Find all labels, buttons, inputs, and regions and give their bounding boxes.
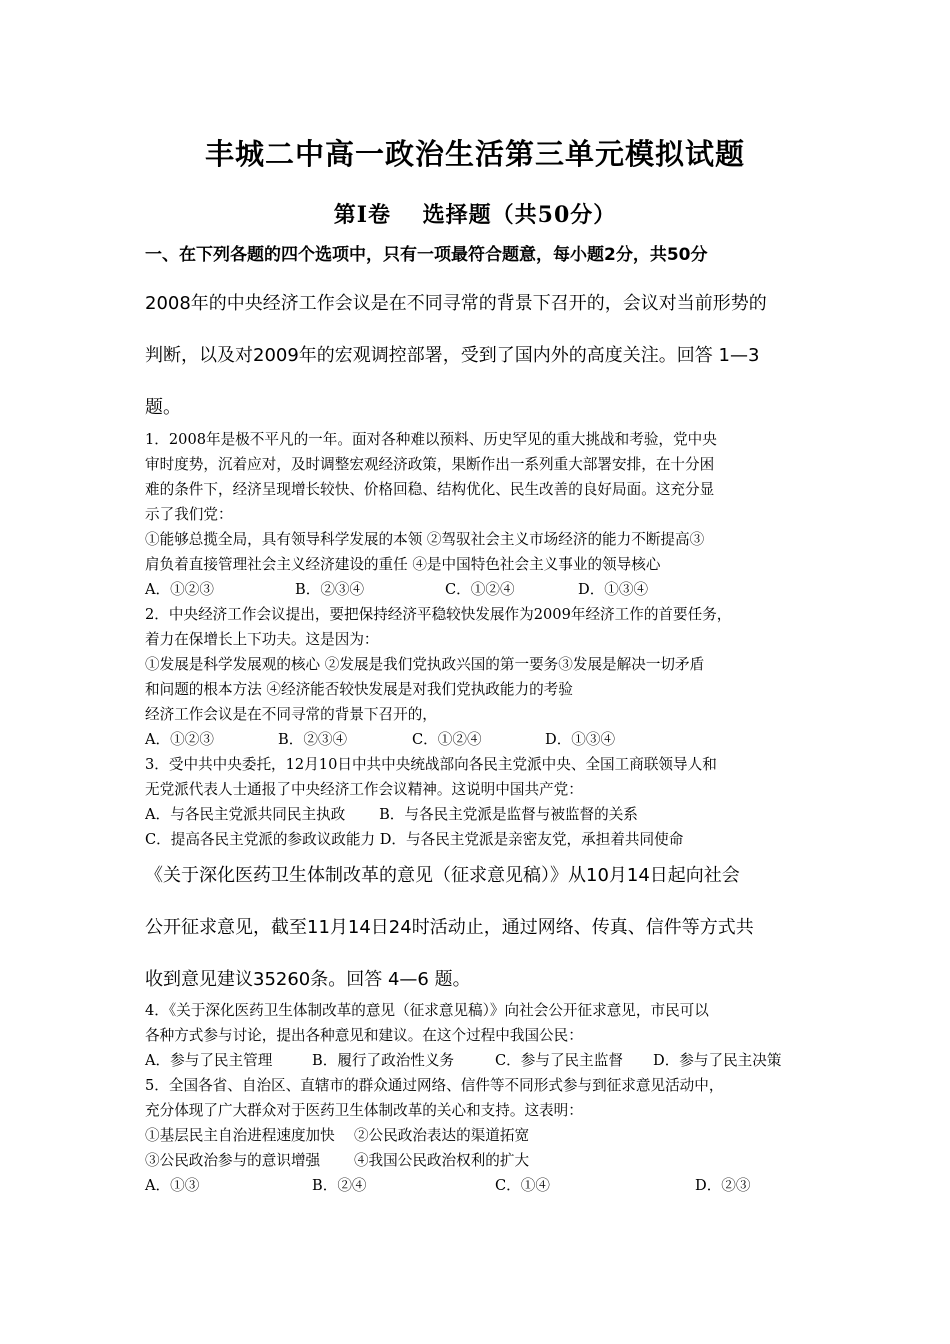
passage-line: 公开征求意见，截至11月14日24时活动止，通过网络、传真、信件等方式共	[145, 917, 754, 938]
option-b: B．②③④	[295, 581, 365, 598]
section-title: 第Ⅰ卷 选择题（共50分）	[333, 202, 617, 228]
page-title: 丰城二中高一政治生活第三单元模拟试题	[204, 137, 745, 171]
question-block-1-3	[145, 427, 815, 852]
option-c: C．①②④	[445, 581, 515, 598]
question-4-options	[145, 1048, 815, 1073]
option-b: B．履行了政治性义务	[312, 1052, 455, 1069]
option-d: D．①③④	[545, 731, 616, 748]
passage-line: 题。	[145, 397, 181, 418]
option-d: D．②③	[695, 1177, 751, 1194]
option-c: C．①④	[495, 1177, 550, 1194]
question-1-stem: 难的条件下，经济呈现增长较快、价格回稳、结构优化、民生改善的良好局面。这充分显	[145, 481, 715, 498]
question-block-4-5	[145, 998, 815, 1198]
passage-line: 2008年的中央经济工作会议是在不同寻常的背景下召开的，会议对当前形势的	[145, 293, 767, 314]
question-3-options: A．与各民主党派共同民主执政 B．与各民主党派是监督与被监督的关系	[145, 806, 638, 823]
question-5-options	[145, 1173, 815, 1198]
question-1-stem: 1．2008年是极不平凡的一年。面对各种难以预料、历史罕见的重大挑战和考验，党中央	[145, 431, 717, 448]
question-4-stem: 4．《关于深化医药卫生体制改革的意见（征求意见稿）》向社会公开征求意见，市民可以	[145, 1002, 709, 1019]
option-c: C．参与了民主监督	[495, 1052, 623, 1069]
question-1-item: ①能够总揽全局，具有领导科学发展的本领 ②驾驭社会主义市场经济的能力不断提高③	[145, 531, 705, 548]
question-3-options: C．提高各民主党派的参政议政能力 D．与各民主党派是亲密友党，承担着共同使命	[145, 831, 684, 848]
passage-2	[145, 850, 815, 1006]
option-a: A．参与了民主管理	[145, 1052, 273, 1069]
question-1-options	[145, 577, 815, 602]
option-c: C．①②④	[412, 731, 482, 748]
option-a: A．①②③	[145, 731, 214, 748]
question-2-options	[145, 727, 815, 752]
question-1-item: 肩负着直接管理社会主义经济建设的重任 ④是中国特色社会主义事业的领导核心	[145, 556, 661, 573]
question-2-item: 和问题的根本方法 ④经济能否较快发展是对我们党执政能力的考验	[145, 681, 573, 698]
option-d: D．①③④	[578, 581, 649, 598]
option-b: B．②③④	[278, 731, 348, 748]
question-1-stem: 审时度势，沉着应对，及时调整宏观经济政策，果断作出一系列重大部署安排，在十分困	[145, 456, 715, 473]
passage-line: 收到意见建议35260条。回答 4—6 题。	[145, 969, 471, 990]
question-1-stem: 示了我们党：	[145, 506, 233, 523]
section-instruction: 一、在下列各题的四个选项中，只有一项最符合题意，每小题2分，共50分	[145, 245, 708, 265]
passage-line: 判断，以及对2009年的宏观调控部署，受到了国内外的高度关注。回答 1—3	[145, 345, 760, 366]
question-4-stem: 各种方式参与讨论，提出各种意见和建议。在这个过程中我国公民：	[145, 1027, 583, 1044]
passage-line: 《关于深化医药卫生体制改革的意见（征求意见稿）》从10月14日起向社会	[145, 865, 740, 886]
passage-1	[145, 278, 815, 434]
question-3-stem: 3．受中共中央委托，12月10日中共中央统战部向各民主党派中央、全国工商联领导人和	[145, 756, 717, 773]
question-5-item: ①基层民主自治进程速度加快 ②公民政治表达的渠道拓宽	[145, 1127, 530, 1144]
question-5-stem: 充分体现了广大群众对于医药卫生体制改革的关心和支持。这表明：	[145, 1102, 583, 1119]
question-2-item: 经济工作会议是在不同寻常的背景下召开的，	[145, 706, 437, 723]
question-3-stem: 无党派代表人士通报了中央经济工作会议精神。这说明中国共产党：	[145, 781, 583, 798]
question-2-stem: 2．中央经济工作会议提出，要把保持经济平稳较快发展作为2009年经济工作的首要任务，	[145, 606, 732, 623]
question-2-item: ①发展是科学发展观的核心 ②发展是我们党执政兴国的第一要务③发展是解决一切矛盾	[145, 656, 705, 673]
option-a: A．①③	[145, 1177, 200, 1194]
question-2-stem: 着力在保增长上下功夫。这是因为：	[145, 631, 379, 648]
option-a: A．①②③	[145, 581, 214, 598]
option-d: D．参与了民主决策	[653, 1052, 782, 1069]
option-b: B．②④	[312, 1177, 367, 1194]
question-5-stem: 5．全国各省、自治区、直辖市的群众通过网络、信件等不同形式参与到征求意见活动中，	[145, 1077, 724, 1094]
question-5-item: ③公民政治参与的意识增强 ④我国公民政治权利的扩大	[145, 1152, 530, 1169]
